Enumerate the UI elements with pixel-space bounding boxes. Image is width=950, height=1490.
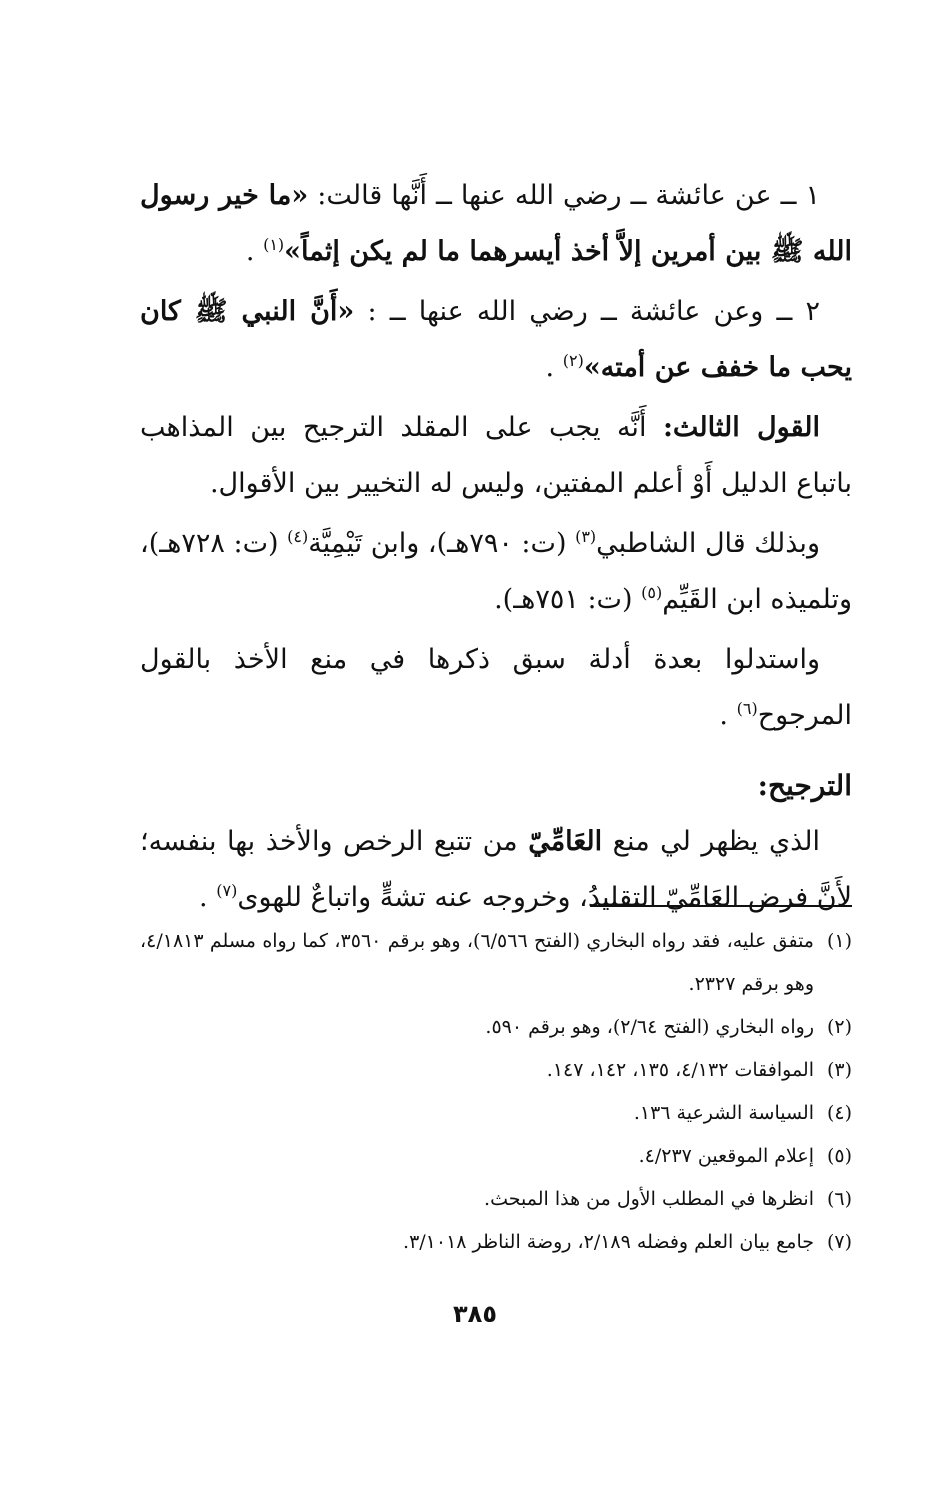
item-number: ١ ــ <box>780 180 820 211</box>
sentence-end: . <box>199 882 208 913</box>
item-number: ٢ ــ <box>776 296 820 327</box>
footnote-text: رواه البخاري (الفتح ٢/٦٤)، وهو برقم ٥٩٠. <box>485 1016 814 1038</box>
paragraph-third-opinion <box>140 400 852 512</box>
footnote-text: الموافقات ٤/١٣٢، ١٣٥، ١٤٢، ١٤٧. <box>546 1059 814 1081</box>
opinion-label: القول الثالث: <box>662 412 820 443</box>
footnote-text: إعلام الموقعين ٤/٢٣٧. <box>638 1145 814 1167</box>
paragraph-evidence <box>140 632 852 744</box>
footnote-separator <box>590 905 852 907</box>
main-text-block <box>140 168 852 930</box>
footnote-number: (١) <box>826 930 852 952</box>
scholars-text-a: وبذلك قال الشاطبي <box>596 528 820 559</box>
footnote-ref-7[interactable]: (٧) <box>216 881 238 900</box>
hadith-intro: عن عائشة ــ رضي الله عنها ــ أَنَّها قالت: <box>317 180 772 211</box>
footnote-number: (٢) <box>826 1016 852 1038</box>
footnote-number: (٧) <box>826 1231 852 1253</box>
paragraph-scholars <box>140 516 852 628</box>
footnote-item <box>140 1135 852 1178</box>
footnote-number: (٤) <box>826 1102 852 1124</box>
footnote-text: جامع بيان العلم وفضله ٢/١٨٩، روضة الناظر ٣/١٠١٨. <box>403 1231 814 1253</box>
opinion-text: أَنَّه يجب على المقلد الترجيح بين المذاهب باتباع الدليل أَوْ أعلم المفتين، وليس له التخيير بين الأقوال. <box>140 412 852 499</box>
footnote-item <box>140 1006 852 1049</box>
footnote-ref-5[interactable]: (٥) <box>641 583 663 602</box>
footnote-item <box>140 1178 852 1221</box>
preference-text-a: الذي يظهر لي منع <box>612 826 820 857</box>
footnote-text: انظرها في المطلب الأول من هذا المبحث. <box>484 1188 814 1210</box>
footnote-number: (٣) <box>826 1059 852 1081</box>
footnote-ref-1[interactable]: (١) <box>263 235 285 254</box>
preference-keyword: العَامِّيّ <box>528 826 603 857</box>
scholars-text-b: (ت: ٧٩٠هـ)، وابن تَيْمِيَّة <box>308 528 567 559</box>
paragraph-preference <box>140 814 852 926</box>
footnote-ref-2[interactable]: (٢) <box>562 351 584 370</box>
footnote-number: (٥) <box>826 1145 852 1167</box>
footnote-number: (٦) <box>826 1188 852 1210</box>
footnote-item <box>140 920 852 1006</box>
hadith-quote: «أَنَّ النبي ﷺ كان يحب ما خفف عن أمته» <box>140 296 852 383</box>
paragraph-hadith-1 <box>140 168 852 280</box>
sentence-end: . <box>545 352 555 383</box>
footnote-item <box>140 1221 852 1264</box>
footnote-text: متفق عليه، فقد رواه البخاري (الفتح ٦/٥٦٦)، وهو برقم ٣٥٦٠، كما رواه مسلم ٤/١٨١٣، وهو برقم ٢٣٢٧. <box>140 930 814 995</box>
scholars-text-c: (ت: ٧٢٨هـ)، وتلميذه ابن القَيِّم <box>140 528 852 615</box>
preference-text-b: من تتبع الرخص والأخذ بها بنفسه؛ لأَنَّ فرض العَامِّيّ التقليدُ، وخروجه عنه تشهٍّ واتباعٌ للهوى <box>140 826 852 913</box>
footnote-ref-3[interactable]: (٣) <box>575 527 597 546</box>
footnote-ref-4[interactable]: (٤) <box>287 527 309 546</box>
evidence-text: واستدلوا بعدة أدلة سبق ذكرها في منع الأخذ بالقول المرجوح <box>140 644 852 731</box>
paragraph-hadith-2 <box>140 284 852 396</box>
hadith-quote: «ما خير رسول الله ﷺ بين أمرين إلاَّ أخذ أيسرهما ما لم يكن إثماً» <box>140 180 852 267</box>
footnote-item <box>140 1092 852 1135</box>
footnote-ref-6[interactable]: (٦) <box>736 699 758 718</box>
footnote-item <box>140 1049 852 1092</box>
footnote-text: السياسة الشرعية ١٣٦. <box>633 1102 814 1124</box>
page-number: ٣٨٥ <box>453 1300 497 1328</box>
sentence-end: . <box>719 700 728 731</box>
section-heading-tarjih: الترجيح: <box>757 769 852 802</box>
scholars-text-d: (ت: ٧٥١هـ). <box>494 584 633 615</box>
footnotes-list <box>140 920 852 1264</box>
hadith-intro: وعن عائشة ــ رضي الله عنها ــ : <box>367 296 764 327</box>
sentence-end: . <box>245 236 255 267</box>
